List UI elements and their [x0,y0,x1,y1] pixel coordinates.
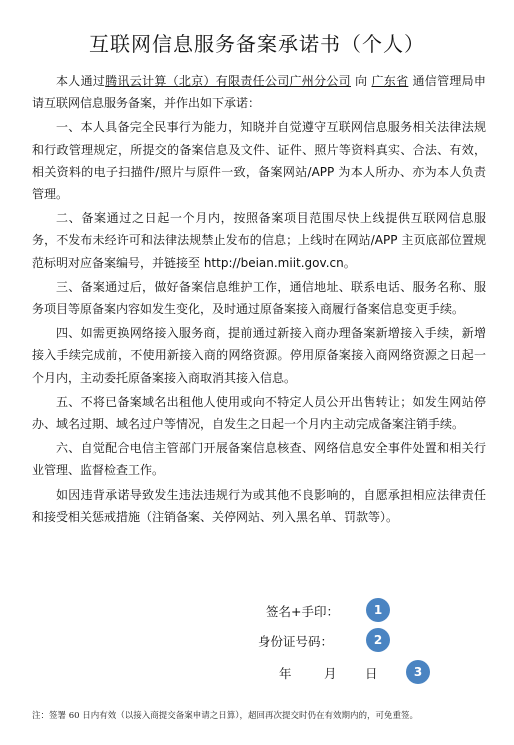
footnote: 注：签署 60 日内有效（以接入商提交备案申请之日算），超回再次提交时仍在有效期内的，可免重签。 [32,711,418,721]
commitment-item-3: 三、备案通过后，做好备案信息维护工作，通信地址、联系电话、服务名称、服务项目等原备案内容如发生变化，及时通过原备案接入商履行备案信息变更手续。 [32,279,486,317]
date-day-label: 日 [365,666,378,681]
step-badge-1: 1 [366,598,390,622]
liability-paragraph: 如因违背承诺导致发生违法违规行为或其他不良影响的，自愿承担相应法律责任和接受相关惩戒措施（注销备案、关停网站、列入黑名单、罚款等）。 [32,487,486,524]
signature-label: 签名+手印： [266,604,339,619]
intro-province: 广东省 [371,74,409,88]
step-badge-3: 3 [406,660,430,684]
document-body [32,70,486,530]
commitment-item-6: 六、自觉配合电信主管部门开展备案信息核查、网络信息安全事件处置和相关行业管理、监督检查工作。 [32,441,486,478]
intro-text-3: 通信管理局申请互联网信息服务备案，并作出如下承诺： [32,74,486,111]
document-title: 互联网信息服务备案承诺书（个人） [89,32,425,56]
id-number-label: 身份证号码： [258,634,334,649]
step-badge-2: 2 [366,628,390,652]
commitment-item-5: 五、不将已备案域名出租他人使用或向不特定人员公开出售转让；如发生网站停办、域名过期、域名过户等情况，自发生之日起一个月内主动完成备案注销手续。 [32,394,486,432]
intro-paragraph [32,70,486,114]
commitment-item-1: 一、本人具备完全民事行为能力，知晓并自觉遵守互联网信息服务相关法律法规和行政管理规定，所提交的备案信息及文件、证件、照片等资料真实、合法、有效，相关资料的电子扫描件/照片与原件一致，备案网站/APP 为本人所办、亦为本人负责管理。 [32,120,486,202]
date-year-label: 年 [279,666,292,681]
intro-text-2: 向 [355,74,368,88]
commitment-item-2: 二、备案通过之日起一个月内，按照备案项目范围尽快上线提供互联网信息服务，不发布未经许可和法律法规禁止发布的信息；上线时在网站/APP 主页底部位置规范标明对应备案编号，并链接至 http://beian.miit.gov.cn。 [32,211,486,270]
intro-text-1: 本人通过 [56,74,106,88]
commitment-item-4: 四、如需更换网络接入服务商，提前通过新接入商办理备案新增接入手续，新增接入手续完成前，不使用新接入商的网络资源。停用原备案接入商网络资源之日起一个月内，主动委托原备案接入商取消其接入信息。 [32,326,486,385]
date-month-label: 月 [324,666,337,681]
intro-company: 腾讯云计算（北京）有限责任公司广州分公司 [105,74,351,88]
